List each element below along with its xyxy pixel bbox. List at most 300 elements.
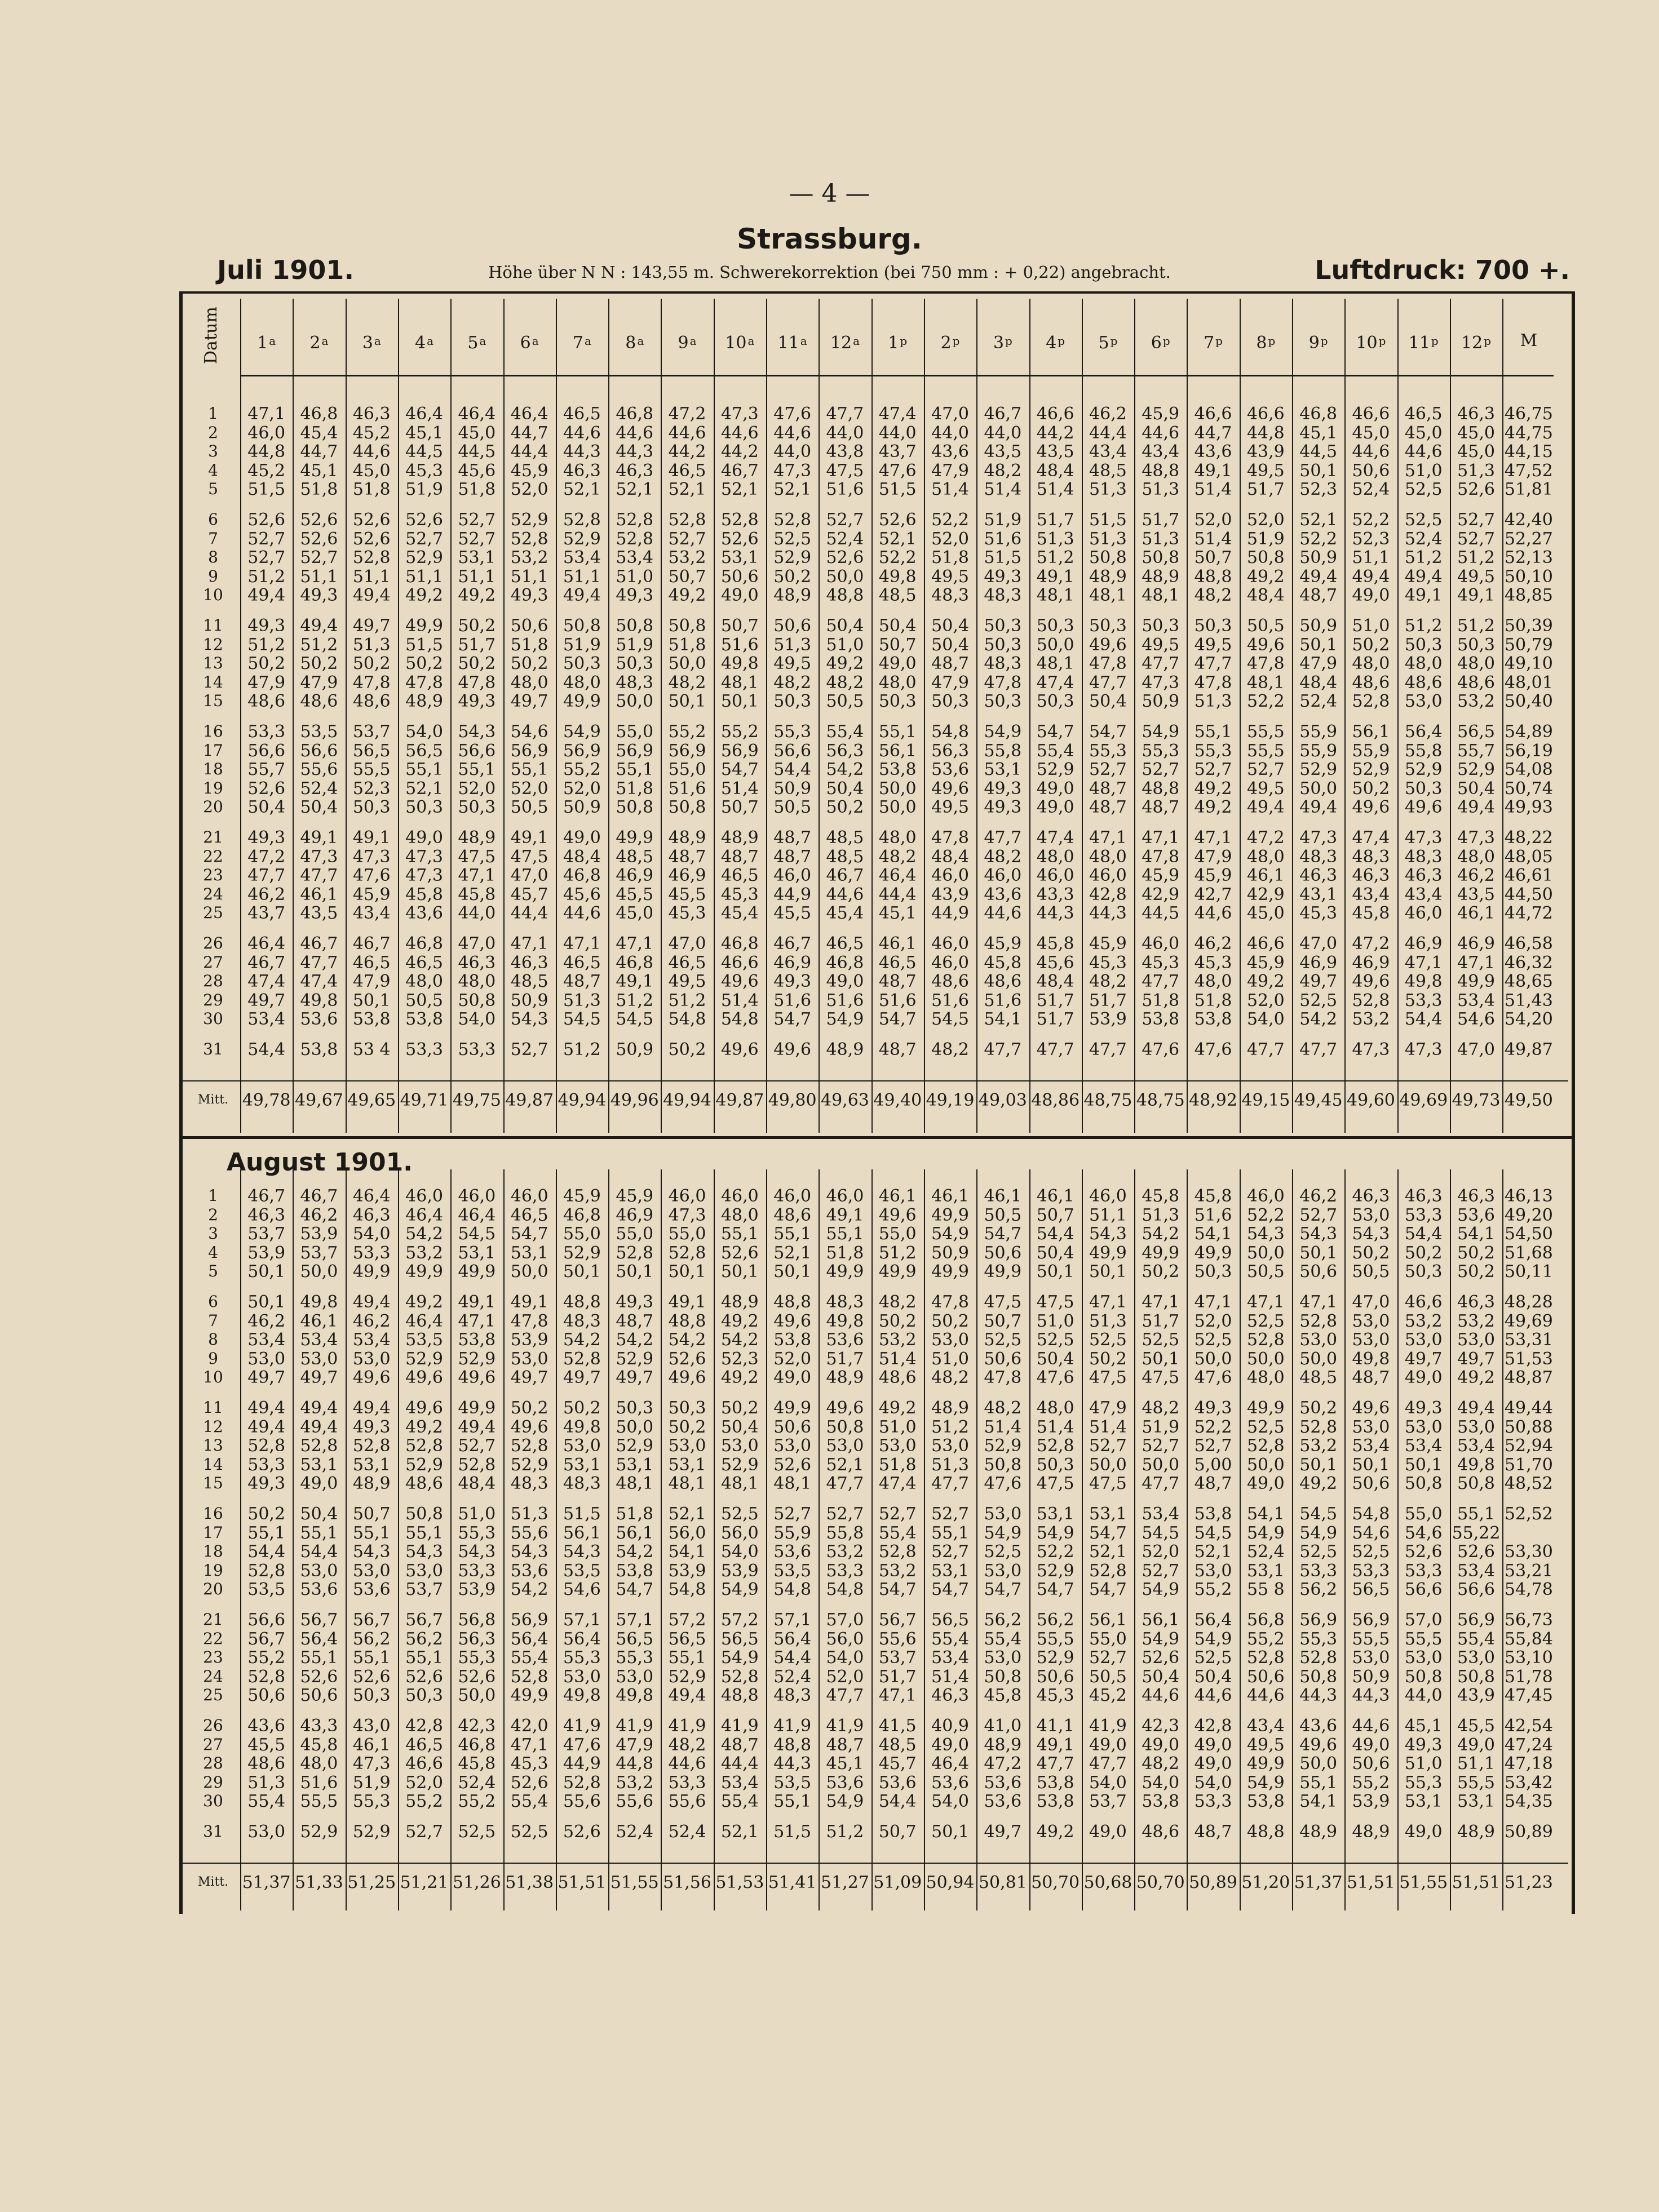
table-cell: 46,6 <box>1246 404 1285 424</box>
table-cell: 49,7 <box>1404 1349 1443 1369</box>
table-cell: 49,9 <box>405 1262 443 1282</box>
table-cell: 48,7 <box>773 828 812 848</box>
table-cell: 52,7 <box>878 1504 917 1524</box>
table-cell: 53,0 <box>720 1436 759 1456</box>
table-cell: 47,7 <box>1036 1754 1074 1774</box>
table-cell: 50,2 <box>720 1398 759 1418</box>
table-cell: 43,6 <box>247 1716 286 1736</box>
table-cell: 50,79 <box>1504 635 1553 655</box>
table-cell: 47,0 <box>668 934 706 954</box>
table-cell: 47,8 <box>984 672 1022 693</box>
table-cell: 48,9 <box>352 1474 391 1494</box>
day-label: 9 <box>208 566 218 586</box>
table-cell: 45,0 <box>1352 423 1390 443</box>
column-header-9 <box>661 330 713 352</box>
table-cell: 52,8 <box>720 1666 759 1687</box>
table-cell: 45,4 <box>300 423 338 443</box>
day-label: 31 <box>203 1040 223 1058</box>
table-cell: 51,0 <box>931 1349 969 1369</box>
table-cell: 50,3 <box>1036 616 1074 636</box>
table-cell: 48,9 <box>773 586 812 606</box>
table-cell: 55,8 <box>984 741 1022 761</box>
table-cell: 49,6 <box>773 1040 812 1060</box>
table-cell: 48,0 <box>1036 1398 1074 1418</box>
table-cell: 47,3 <box>668 1205 706 1225</box>
table-cell: 51,4 <box>984 480 1022 500</box>
table-cell: 50,8 <box>668 797 706 818</box>
table-cell: 54,0 <box>931 1792 969 1812</box>
table-cell: 49,5 <box>1246 460 1285 481</box>
table-cell: 49,9 <box>826 1262 864 1282</box>
table-cell: 51,5 <box>773 1822 812 1842</box>
table-cell: 54,5 <box>616 1009 654 1030</box>
table-cell: 46,6 <box>1352 404 1390 424</box>
table-cell: 52,9 <box>1352 760 1390 780</box>
table-cell: 52,4 <box>1404 529 1443 549</box>
mean-cell: 49,60 <box>1347 1091 1395 1110</box>
column-header-suffix: a <box>269 334 276 348</box>
table-cell: 50,8 <box>1457 1666 1495 1687</box>
table-cell: 56,9 <box>1299 1610 1338 1630</box>
table-cell: 48,2 <box>984 846 1022 867</box>
mean-cell: 48,75 <box>1136 1091 1185 1110</box>
table-cell: 53,5 <box>405 1330 443 1350</box>
table-cell: 49,4 <box>1404 566 1443 587</box>
table-cell: 41,1 <box>1036 1716 1074 1736</box>
table-cell: 50,1 <box>1299 1455 1338 1475</box>
table-cell: 51,0 <box>616 566 654 587</box>
table-cell: 50,0 <box>1246 1243 1285 1263</box>
table-cell: 52,4 <box>616 1822 654 1842</box>
table-cell: 55,4 <box>878 1523 917 1543</box>
mean-cell: 51,37 <box>1294 1873 1343 1892</box>
table-cell: 48,8 <box>1194 566 1232 587</box>
table-cell: 48,7 <box>1089 778 1127 799</box>
mean-cell: 51,55 <box>610 1873 659 1892</box>
table-cell: 54,8 <box>668 1580 706 1600</box>
table-cell: 50,0 <box>1246 1349 1285 1369</box>
table-cell: 47,9 <box>931 460 969 481</box>
table-cell: 48,0 <box>1246 1368 1285 1388</box>
mean-cell: 50,81 <box>978 1873 1027 1892</box>
table-cell: 53,5 <box>247 1580 286 1600</box>
table-cell: 50,3 <box>1194 616 1232 636</box>
table-cell: 49,3 <box>352 1417 391 1437</box>
table-cell: 51,3 <box>1142 529 1180 549</box>
table-cell: 52,1 <box>616 480 654 500</box>
day-label: 8 <box>208 548 218 567</box>
mean-cell: 49,94 <box>558 1091 607 1110</box>
table-cell: 55,3 <box>1404 1772 1443 1793</box>
table-cell: 46,5 <box>668 460 706 481</box>
table-cell: 50,3 <box>1404 1262 1443 1282</box>
table-cell: 46,2 <box>247 1311 286 1331</box>
table-cell: 56,6 <box>1404 1580 1443 1600</box>
table-cell: 49,9 <box>1194 1243 1232 1263</box>
table-cell: 50,5 <box>1246 1262 1285 1282</box>
table-cell: 45,8 <box>405 884 443 905</box>
table-cell: 49,0 <box>1142 1735 1180 1755</box>
table-cell: 49,2 <box>1036 1822 1074 1842</box>
table-cell: 48,5 <box>1299 1368 1338 1388</box>
table-cell: 46,3 <box>1352 866 1390 886</box>
table-cell: 45,1 <box>878 903 917 924</box>
table-cell: 47,7 <box>1246 1040 1285 1060</box>
column-header-suffix: a <box>747 334 755 348</box>
table-cell: 49,5 <box>931 566 969 587</box>
column-header-suffix: a <box>532 334 539 348</box>
table-cell: 51,6 <box>720 635 759 655</box>
table-cell: 55,4 <box>826 722 864 742</box>
table-cell: 46,6 <box>1194 404 1232 424</box>
table-cell: 48,7 <box>878 972 917 992</box>
table-cell: 47,0 <box>931 404 969 424</box>
table-cell: 45,1 <box>826 1754 864 1774</box>
table-cell: 43,6 <box>984 884 1022 905</box>
table-cell: 48,5 <box>826 846 864 867</box>
table-cell: 51,4 <box>1194 529 1232 549</box>
table-cell: 54,9 <box>1036 1523 1074 1543</box>
table-cell: 48,2 <box>878 846 917 867</box>
table-cell: 48,3 <box>563 1311 601 1331</box>
table-cell: 50,3 <box>352 797 391 818</box>
table-cell: 50,3 <box>563 654 601 674</box>
header-rule <box>240 375 1554 376</box>
table-cell: 55,8 <box>826 1523 864 1543</box>
table-cell: 46,7 <box>300 934 338 954</box>
table-cell: 47,1 <box>510 1735 548 1755</box>
table-cell: 52,6 <box>826 548 864 568</box>
table-cell: 52,8 <box>616 529 654 549</box>
column-header-suffix: p <box>1058 334 1065 348</box>
table-cell: 53,1 <box>616 1455 654 1475</box>
day-label: 16 <box>203 722 223 741</box>
table-cell: 50,3 <box>352 1686 391 1706</box>
table-cell: 48,85 <box>1504 586 1553 606</box>
table-cell: 49,4 <box>1299 797 1338 818</box>
table-cell: 52,4 <box>1352 480 1390 500</box>
mean-cell: 51,53 <box>715 1873 764 1892</box>
table-cell: 52,6 <box>405 510 443 530</box>
table-cell: 50,1 <box>773 1262 812 1282</box>
table-cell: 53,5 <box>563 1561 601 1581</box>
table-cell: 54,5 <box>1299 1504 1338 1524</box>
table-cell: 54,7 <box>773 1009 812 1030</box>
table-cell: 53,0 <box>352 1349 391 1369</box>
day-label: 27 <box>203 1735 223 1754</box>
table-cell: 52,5 <box>984 1330 1022 1350</box>
table-cell: 52,1 <box>878 529 917 549</box>
table-cell: 46,1 <box>1036 1186 1074 1206</box>
table-cell: 45,3 <box>1036 1686 1074 1706</box>
table-cell: 48,6 <box>1142 1822 1180 1842</box>
table-cell: 53,10 <box>1504 1648 1553 1668</box>
table-cell: 56,3 <box>458 1629 496 1649</box>
table-cell: 54,8 <box>720 1009 759 1030</box>
table-cell: 49,6 <box>405 1398 443 1418</box>
table-cell: 50,1 <box>616 1262 654 1282</box>
table-cell: 49,9 <box>352 1262 391 1282</box>
table-cell: 46,61 <box>1504 866 1553 886</box>
table-cell: 51,5 <box>563 1504 601 1524</box>
table-cell: 45,3 <box>405 460 443 481</box>
table-cell: 51,6 <box>984 529 1022 549</box>
table-cell: 52,5 <box>1036 1330 1074 1350</box>
table-cell: 52,6 <box>510 1772 548 1793</box>
table-cell: 50,5 <box>510 797 548 818</box>
table-cell: 54,5 <box>1194 1523 1232 1543</box>
table-cell: 49,1 <box>458 1292 496 1312</box>
table-cell: 45,8 <box>1036 934 1074 954</box>
station-title: Strassburg. <box>737 223 922 255</box>
column-header-10 <box>714 330 766 352</box>
table-cell: 48,0 <box>405 972 443 992</box>
table-cell: 49,0 <box>878 654 917 674</box>
table-cell: 46,7 <box>247 952 286 973</box>
column-header-number: 4 <box>1046 333 1057 353</box>
table-cell: 48,52 <box>1504 1474 1553 1494</box>
table-cell: 48,2 <box>668 1735 706 1755</box>
table-cell: 47,8 <box>352 672 391 693</box>
table-cell: 55,2 <box>1194 1580 1232 1600</box>
table-cell: 56,1 <box>616 1523 654 1543</box>
table-cell: 51,9 <box>563 635 601 655</box>
mean-cell: 51,41 <box>768 1873 817 1892</box>
table-cell: 43,4 <box>1404 884 1443 905</box>
table-cell: 46,13 <box>1504 1186 1553 1206</box>
day-label: 18 <box>203 1542 223 1561</box>
table-cell: 52,9 <box>405 1349 443 1369</box>
table-cell: 52,6 <box>668 1349 706 1369</box>
table-cell: 46,2 <box>247 884 286 905</box>
table-cell: 51,8 <box>616 1504 654 1524</box>
table-cell: 49,3 <box>247 616 286 636</box>
table-cell: 45,6 <box>458 460 496 481</box>
table-cell: 43,6 <box>1194 442 1232 462</box>
table-cell: 48,9 <box>668 828 706 848</box>
table-cell: 48,1 <box>1036 586 1074 606</box>
table-cell: 52,9 <box>720 1455 759 1475</box>
table-cell: 44,75 <box>1504 423 1553 443</box>
table-cell: 55,3 <box>563 1648 601 1668</box>
table-cell: 51,4 <box>984 1417 1022 1437</box>
table-cell: 48,2 <box>668 672 706 693</box>
table-cell: 51,8 <box>616 778 654 799</box>
mean-cell: 49,63 <box>821 1091 869 1110</box>
table-cell: 52,0 <box>510 778 548 799</box>
table-cell: 55,5 <box>352 760 391 780</box>
table-cell: 48,2 <box>1142 1398 1180 1418</box>
table-cell: 52,8 <box>878 1542 917 1562</box>
table-cell: 52,7 <box>773 1504 812 1524</box>
table-cell: 48,65 <box>1504 972 1553 992</box>
table-cell: 50,8 <box>1299 1666 1338 1687</box>
table-cell: 50,2 <box>668 1417 706 1437</box>
table-cell: 52,7 <box>1299 1205 1338 1225</box>
table-cell: 50,0 <box>1142 1455 1180 1475</box>
table-cell: 54,4 <box>247 1040 286 1060</box>
table-cell: 52,9 <box>458 1349 496 1369</box>
table-cell: 51,3 <box>247 1772 286 1793</box>
table-cell: 52,6 <box>720 1243 759 1263</box>
table-cell: 56,9 <box>1352 1610 1390 1630</box>
table-cell: 48,3 <box>1404 846 1443 867</box>
table-cell: 54,2 <box>510 1580 548 1600</box>
table-cell: 52,0 <box>405 1772 443 1793</box>
table-cell: 50,5 <box>984 1205 1022 1225</box>
table-cell: 43,5 <box>1036 442 1074 462</box>
table-cell: 49,0 <box>1036 778 1074 799</box>
table-cell: 52,7 <box>826 1504 864 1524</box>
table-cell: 48,8 <box>668 1311 706 1331</box>
table-cell: 53,0 <box>247 1822 286 1842</box>
table-cell: 50,0 <box>826 566 864 587</box>
table-cell: 54,6 <box>1457 1009 1495 1030</box>
table-cell: 48,3 <box>773 1686 812 1706</box>
table-cell: 52,8 <box>458 1455 496 1475</box>
table-cell: 41,9 <box>668 1716 706 1736</box>
table-cell: 52,3 <box>352 778 391 799</box>
mean-cell: 49,94 <box>663 1091 711 1110</box>
table-cell: 50,9 <box>773 778 812 799</box>
table-cell: 53,6 <box>300 1580 338 1600</box>
table-cell: 54,9 <box>984 722 1022 742</box>
table-cell: 50,2 <box>458 616 496 636</box>
table-cell: 56,9 <box>510 741 548 761</box>
table-cell: 54,4 <box>773 1648 812 1668</box>
mean-row-label: Mitt. <box>197 1875 229 1889</box>
table-cell: 51,1 <box>352 566 391 587</box>
table-cell: 52,5 <box>458 1822 496 1842</box>
table-cell: 49,0 <box>931 1735 969 1755</box>
table-cell: 54,4 <box>247 1542 286 1562</box>
table-cell: 55,5 <box>1246 741 1285 761</box>
table-cell: 51,4 <box>878 1349 917 1369</box>
table-cell: 48,9 <box>1089 566 1127 587</box>
table-cell: 52,5 <box>1089 1330 1127 1350</box>
table-cell: 48,8 <box>1246 1822 1285 1842</box>
table-cell: 49,7 <box>510 1368 548 1388</box>
table-cell: 47,9 <box>300 672 338 693</box>
table-cell: 50,1 <box>1352 1455 1390 1475</box>
table-cell: 42,40 <box>1504 510 1553 530</box>
table-cell: 53,2 <box>668 548 706 568</box>
table-cell: 49,0 <box>1352 1735 1390 1755</box>
table-cell: 51,68 <box>1504 1243 1553 1263</box>
table-cell: 47,3 <box>352 846 391 867</box>
table-cell: 56,8 <box>458 1610 496 1630</box>
day-label: 27 <box>203 952 223 972</box>
table-cell: 49,3 <box>247 1474 286 1494</box>
table-cell: 52,7 <box>1142 1436 1180 1456</box>
table-cell: 52,0 <box>563 778 601 799</box>
table-cell: 49,1 <box>352 828 391 848</box>
table-cell: 52,8 <box>1299 1417 1338 1437</box>
table-cell: 44,6 <box>720 423 759 443</box>
table-cell: 44,6 <box>1352 442 1390 462</box>
table-cell: 48,2 <box>826 672 864 693</box>
table-cell: 48,6 <box>1457 672 1495 693</box>
table-cell: 55,4 <box>984 1629 1022 1649</box>
table-cell: 47,6 <box>1194 1040 1232 1060</box>
table-cell: 49,8 <box>878 566 917 587</box>
table-cell: 49,8 <box>563 1686 601 1706</box>
table-cell: 56,7 <box>247 1629 286 1649</box>
column-header-23 <box>1397 330 1450 352</box>
table-cell: 42,3 <box>1142 1716 1180 1736</box>
table-cell: 45,8 <box>984 952 1022 973</box>
table-cell: 49,3 <box>1404 1735 1443 1755</box>
table-cell: 46,3 <box>563 460 601 481</box>
table-cell: 53,0 <box>1352 1330 1390 1350</box>
table-cell: 53,1 <box>458 548 496 568</box>
table-cell: 49,9 <box>458 1398 496 1418</box>
table-cell: 49,8 <box>720 654 759 674</box>
column-header-suffix: p <box>900 334 908 348</box>
table-cell: 51,1 <box>1089 1205 1127 1225</box>
table-cell: 53,0 <box>878 1436 917 1456</box>
table-cell: 45,1 <box>1404 1716 1443 1736</box>
table-cell: 44,8 <box>616 1754 654 1774</box>
table-cell: 56,9 <box>563 741 601 761</box>
table-cell: 48,8 <box>826 586 864 606</box>
table-cell: 54,7 <box>878 1009 917 1030</box>
table-cell: 56,19 <box>1504 741 1553 761</box>
table-cell: 50,40 <box>1504 691 1553 712</box>
table-cell: 44,6 <box>1404 442 1443 462</box>
table-cell: 54,7 <box>984 1224 1022 1244</box>
table-cell: 51,9 <box>352 1772 391 1793</box>
table-cell: 49,6 <box>1246 635 1285 655</box>
table-cell: 45,3 <box>720 884 759 905</box>
table-cell: 47,3 <box>352 1754 391 1774</box>
column-header-suffix: a <box>800 334 807 348</box>
table-cell: 47,4 <box>247 972 286 992</box>
table-cell: 47,1 <box>458 866 496 886</box>
table-cell: 46,4 <box>405 1311 443 1331</box>
table-cell: 51,3 <box>1142 1205 1180 1225</box>
table-cell: 53,0 <box>1352 1417 1390 1437</box>
table-cell: 53,2 <box>616 1772 654 1793</box>
table-cell: 53,2 <box>1299 1436 1338 1456</box>
table-cell: 47,1 <box>1194 828 1232 848</box>
day-label: 14 <box>203 672 223 691</box>
table-cell: 47,3 <box>773 460 812 481</box>
table-cell: 47,9 <box>1299 654 1338 674</box>
table-cell: 52,8 <box>247 1561 286 1581</box>
table-cell: 55,5 <box>1036 1629 1074 1649</box>
mean-row-rule <box>183 1863 1568 1864</box>
day-label: 23 <box>203 1648 223 1667</box>
table-cell: 56,1 <box>563 1523 601 1543</box>
table-cell: 49,1 <box>510 828 548 848</box>
table-cell: 51,6 <box>668 778 706 799</box>
table-cell: 49,8 <box>1352 1349 1390 1369</box>
table-cell: 46,5 <box>563 404 601 424</box>
table-cell: 53,0 <box>1457 1330 1495 1350</box>
table-cell: 49,1 <box>1036 1735 1074 1755</box>
column-header-suffix: a <box>374 334 381 348</box>
table-cell: 50,6 <box>773 1417 812 1437</box>
mean-cell: 49,87 <box>715 1091 764 1110</box>
table-cell: 46,5 <box>668 952 706 973</box>
table-cell: 46,9 <box>616 1205 654 1225</box>
table-cell: 47,6 <box>878 460 917 481</box>
table-cell: 49,8 <box>563 1417 601 1437</box>
table-cell: 55,1 <box>720 1224 759 1244</box>
table-cell: 54,35 <box>1504 1792 1553 1812</box>
table-cell: 46,4 <box>405 1205 443 1225</box>
